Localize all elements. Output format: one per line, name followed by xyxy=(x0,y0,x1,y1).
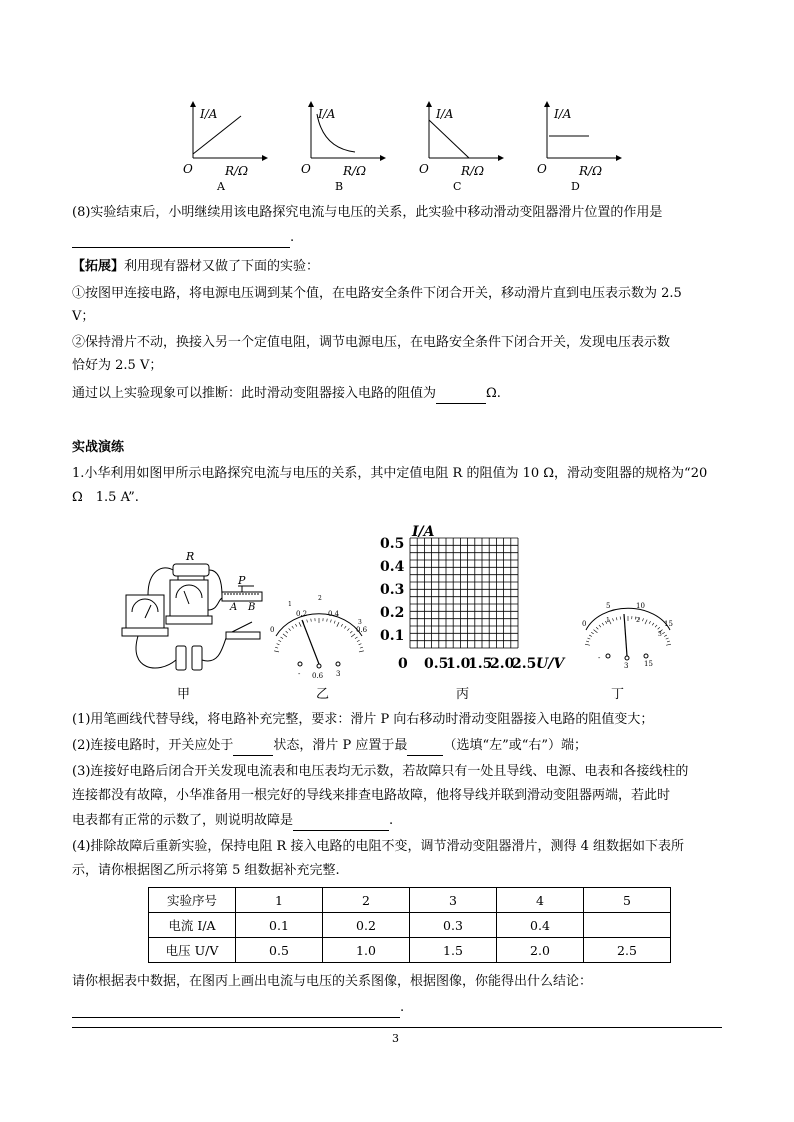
sub-q2-a: (2)连接电路时，开关应处于 xyxy=(72,738,234,753)
ammeter-tick-0a: 0 xyxy=(270,626,275,634)
practice-heading: 实战演练 xyxy=(72,440,125,455)
table-header: 1 xyxy=(236,888,323,913)
dial-tick xyxy=(585,644,590,645)
extension-step1-a: ①按图甲连接电路，将电源电压调到某个值，在电路安全条件下闭合开关，移动滑片直到电压表示数为 2.5 xyxy=(72,286,682,301)
dial-tick xyxy=(350,631,352,633)
dial-tick xyxy=(649,621,651,624)
graph-d-origin: O xyxy=(537,162,547,176)
q8-end: . xyxy=(290,230,295,245)
voltmeter-tick-3: 3 xyxy=(658,631,662,638)
dial-tick xyxy=(281,637,284,639)
grid-xtick: 0.5 xyxy=(424,656,449,672)
dial-tick xyxy=(292,626,294,628)
voltmeter-term-15: 15 xyxy=(644,660,653,668)
graph-a-xlabel: R/Ω xyxy=(225,164,249,178)
dial-tick xyxy=(351,634,355,637)
table-cell: 0.2 xyxy=(323,913,410,938)
grid-xtick: 1.5 xyxy=(468,656,493,672)
extension-intro-line xyxy=(72,257,319,277)
graph-a xyxy=(183,102,267,193)
dial-tick xyxy=(612,618,613,621)
conclusion-blank[interactable] xyxy=(72,1002,400,1018)
grid-ytick: 0.1 xyxy=(380,628,405,644)
q8-blank[interactable] xyxy=(72,232,290,248)
graph-c xyxy=(419,102,503,193)
graph-a-origin: O xyxy=(183,162,193,176)
table-row-label: 电压 U/V xyxy=(149,938,236,963)
table-cell: 0.1 xyxy=(236,913,323,938)
graph-b-xlabel: R/Ω xyxy=(343,164,367,178)
graph-d-ylabel: I/A xyxy=(554,107,572,121)
graph-b-origin: O xyxy=(301,162,311,176)
sub-q2-blank2[interactable] xyxy=(407,740,443,756)
table-cell: 0.3 xyxy=(410,913,497,938)
dial-tick xyxy=(602,623,604,625)
dial-tick xyxy=(586,641,589,642)
graph-d-option: D xyxy=(571,180,580,193)
footer-rule xyxy=(72,1027,722,1028)
sub-q3-c: 电表都有正常的示数了，则说明故障是 xyxy=(72,813,294,828)
circuit-label-r: R xyxy=(186,550,195,563)
table-cell: 2.0 xyxy=(497,938,584,963)
circuit-figure xyxy=(118,550,268,680)
dial-tick xyxy=(327,619,328,622)
dial-tick xyxy=(347,628,349,630)
ammeter-term-06: 0.6 xyxy=(312,672,324,680)
table-header: 5 xyxy=(584,888,671,913)
sub-q2-blank1[interactable] xyxy=(233,740,273,756)
graph-b-ylabel: I/A xyxy=(318,107,336,121)
extension-step1-b: V； xyxy=(72,309,95,324)
table-cell: 1.5 xyxy=(410,938,497,963)
ammeter-term-3: 3 xyxy=(336,670,341,678)
table-row xyxy=(149,913,671,938)
dial-tick xyxy=(307,620,308,623)
dial-tick xyxy=(664,635,667,636)
dial-tick xyxy=(341,624,343,627)
table-header-row xyxy=(149,888,671,913)
voltmeter-tick-2: 2 xyxy=(636,617,640,624)
dial-tick xyxy=(277,644,280,645)
graph-c-ylabel: I/A xyxy=(436,107,454,121)
circuit-label-p: P xyxy=(238,574,246,587)
dial-tick xyxy=(289,628,291,630)
sub-q2-c: （选填“左”或“右”）端； xyxy=(443,738,588,753)
sub-q3-b: 连接都没有故障，小华准备用一根完好的导线来排查电路故障，他将导线并联到滑动变阻器两端，若此时 xyxy=(72,788,671,803)
extension-blank[interactable] xyxy=(436,388,486,404)
dial-tick xyxy=(278,640,281,641)
dial-tick xyxy=(594,630,598,633)
grid-ytick: 0.5 xyxy=(380,536,405,552)
dial-tick xyxy=(658,627,660,629)
table-header: 2 xyxy=(323,888,410,913)
voltmeter-tick-5: 5 xyxy=(606,602,611,610)
ammeter-dial xyxy=(266,595,372,682)
grid-ytick: 0.4 xyxy=(380,559,405,575)
data-table xyxy=(148,887,671,963)
dial-tick xyxy=(591,632,594,634)
dial-tick xyxy=(357,640,360,641)
graph-c-option: C xyxy=(453,180,462,193)
voltmeter-tick-10: 10 xyxy=(636,602,645,610)
voltmeter-tick-15: 15 xyxy=(664,620,673,628)
graph-c-origin: O xyxy=(419,162,429,176)
dial-tick xyxy=(295,624,297,627)
dial-tick xyxy=(275,647,278,648)
extension-intro: 利用现有器材又做了下面的实验： xyxy=(124,259,320,274)
grid-ylabel: I/A xyxy=(412,524,435,540)
table-cell: 0.5 xyxy=(236,938,323,963)
grid-xtick: 2.0 xyxy=(490,656,515,672)
dial-tick xyxy=(620,617,621,620)
dial-tick xyxy=(337,622,339,627)
ammeter-tick-2: 2 xyxy=(318,595,322,602)
extension-heading: 【拓展】 xyxy=(72,259,125,274)
table-cell-blank[interactable] xyxy=(584,913,671,938)
sub-q2 xyxy=(72,736,587,756)
graph-b-option: B xyxy=(335,180,344,193)
dial-tick xyxy=(645,620,647,625)
ammeter-term-neg: - xyxy=(298,670,301,678)
voltmeter-term-3: 3 xyxy=(624,662,629,670)
caption-yi: 乙 xyxy=(316,687,330,702)
grid-chart xyxy=(376,520,571,680)
dial-tick xyxy=(667,641,670,642)
q8-text: (8)实验结束后，小明继续用该电路探究电流与电压的关系，此实验中移动滑动变阻器滑片位置的作用是 xyxy=(72,205,663,220)
ammeter-tick-04: 0.4 xyxy=(328,610,340,618)
table-cell: 0.4 xyxy=(497,913,584,938)
sub-q1: (1)用笔画线代替导线，将电路补充完整，要求：滑片 P 向右移动时滑动变阻器接入电路的阻值变大； xyxy=(72,712,654,727)
q8-answer-line xyxy=(72,228,294,248)
dial-tick xyxy=(359,651,364,652)
grid-xlabel: U/V xyxy=(536,656,565,672)
table-row-label: 电流 I/A xyxy=(149,913,236,938)
circuit-label-b: B xyxy=(248,602,256,613)
dial-tick xyxy=(599,625,601,627)
graph-b xyxy=(301,102,385,193)
ammeter-tick-3: 3 xyxy=(358,619,362,626)
dial-tick xyxy=(286,631,288,633)
sub-q2-b: 状态，滑片 P 应置于最 xyxy=(273,738,408,753)
page-number: 3 xyxy=(392,1032,399,1045)
extension-conclusion xyxy=(72,384,501,404)
caption-jia: 甲 xyxy=(177,687,191,702)
sub-q3-d: . xyxy=(389,813,394,828)
dial-tick xyxy=(344,626,346,628)
table-header: 4 xyxy=(497,888,584,913)
circuit-label-a: A xyxy=(230,602,238,613)
dial-tick xyxy=(666,638,669,639)
voltmeter-tick-0: 0 xyxy=(582,620,587,628)
dial-tick xyxy=(274,651,279,652)
voltmeter-dial xyxy=(578,602,678,668)
dial-tick xyxy=(652,623,654,625)
caption-bing: 丙 xyxy=(456,687,470,702)
extension-step2-a: ②保持滑片不动，换接入另一个定值电阻，调节电源电压，在电路安全条件下闭合开关，发现电压表示数 xyxy=(72,335,671,350)
dial-tick xyxy=(616,617,617,620)
sub-q4-b: 示，请你根据图乙所示将第 5 组数据补充完整. xyxy=(72,863,340,878)
dial-tick xyxy=(360,647,363,648)
dial-tick xyxy=(355,637,358,639)
dial-tick xyxy=(589,635,592,636)
extension-step2-b: 恰好为 2.5 V； xyxy=(72,358,163,373)
dial-tick xyxy=(596,627,598,629)
sub-q3-c-line xyxy=(72,811,393,831)
ammeter-tick-1: 1 xyxy=(288,601,292,608)
ammeter-tick-06: 0.6 xyxy=(356,626,368,634)
graph-d-xlabel: R/Ω xyxy=(579,164,603,178)
practice-q1-b: Ω 1.5 A”. xyxy=(72,490,139,505)
caption-ding: 丁 xyxy=(611,687,625,702)
after-table-a: 请你根据表中数据，在图丙上画出电流与电压的关系图像，根据图像，你能得出什么结论： xyxy=(72,974,593,989)
graph-c-xlabel: R/Ω xyxy=(461,164,485,178)
graph-a-ylabel: I/A xyxy=(200,107,218,121)
graph-a-option: A xyxy=(217,180,225,193)
extension-conclusion-text: 通过以上实验现象可以推断：此时滑动变阻器接入电路的阻值为 xyxy=(72,386,437,401)
dial-tick xyxy=(587,638,590,639)
grid-ytick: 0.2 xyxy=(380,605,405,621)
dial-tick xyxy=(334,621,335,624)
dial-tick xyxy=(330,620,331,623)
dial-tick xyxy=(359,644,362,645)
dial-tick xyxy=(283,634,287,637)
dial-tick xyxy=(662,632,665,634)
extension-unit: Ω. xyxy=(486,386,501,401)
grid-xtick: 1.0 xyxy=(446,656,471,672)
grid-ytick: 0.3 xyxy=(380,582,405,598)
graph-d xyxy=(537,102,621,193)
sub-q4-a: (4)排除故障后重新实验，保持电阻 R 接入电路的电阻不变，调节滑动变阻器滑片，测得 4 组数据如下表所 xyxy=(72,839,685,854)
dial-tick xyxy=(642,618,643,621)
after-table-line xyxy=(72,998,404,1018)
ammeter-tick-02: 0.2 xyxy=(296,610,308,618)
voltmeter-tick-1: 1 xyxy=(606,617,610,624)
dial-tick xyxy=(666,644,671,645)
option-graphs xyxy=(175,98,625,196)
grid-xtick: 2.5 xyxy=(512,656,537,672)
table-row xyxy=(149,938,671,963)
dial-tick xyxy=(299,622,301,627)
table-header: 实验序号 xyxy=(149,888,236,913)
sub-q3-a: (3)连接好电路后闭合开关发现电流表和电压表均无示数，若故障只有一处且导线、电源、电表和各接线柱的 xyxy=(72,764,689,779)
dial-tick xyxy=(655,625,657,627)
after-table-b: . xyxy=(400,1000,405,1015)
practice-q1-a: 1.小华利用如图甲所示电路探究电流与电压的关系，其中定值电阻 R 的阻值为 10 Ω，滑动变阻器的规格为“20 xyxy=(72,466,708,481)
sub-q3-blank[interactable] xyxy=(293,815,389,831)
table-cell: 2.5 xyxy=(584,938,671,963)
voltmeter-term-neg: - xyxy=(598,654,601,662)
table-header: 3 xyxy=(410,888,497,913)
table-cell: 1.0 xyxy=(323,938,410,963)
grid-xtick: 0 xyxy=(398,656,408,672)
dial-tick xyxy=(311,619,312,622)
